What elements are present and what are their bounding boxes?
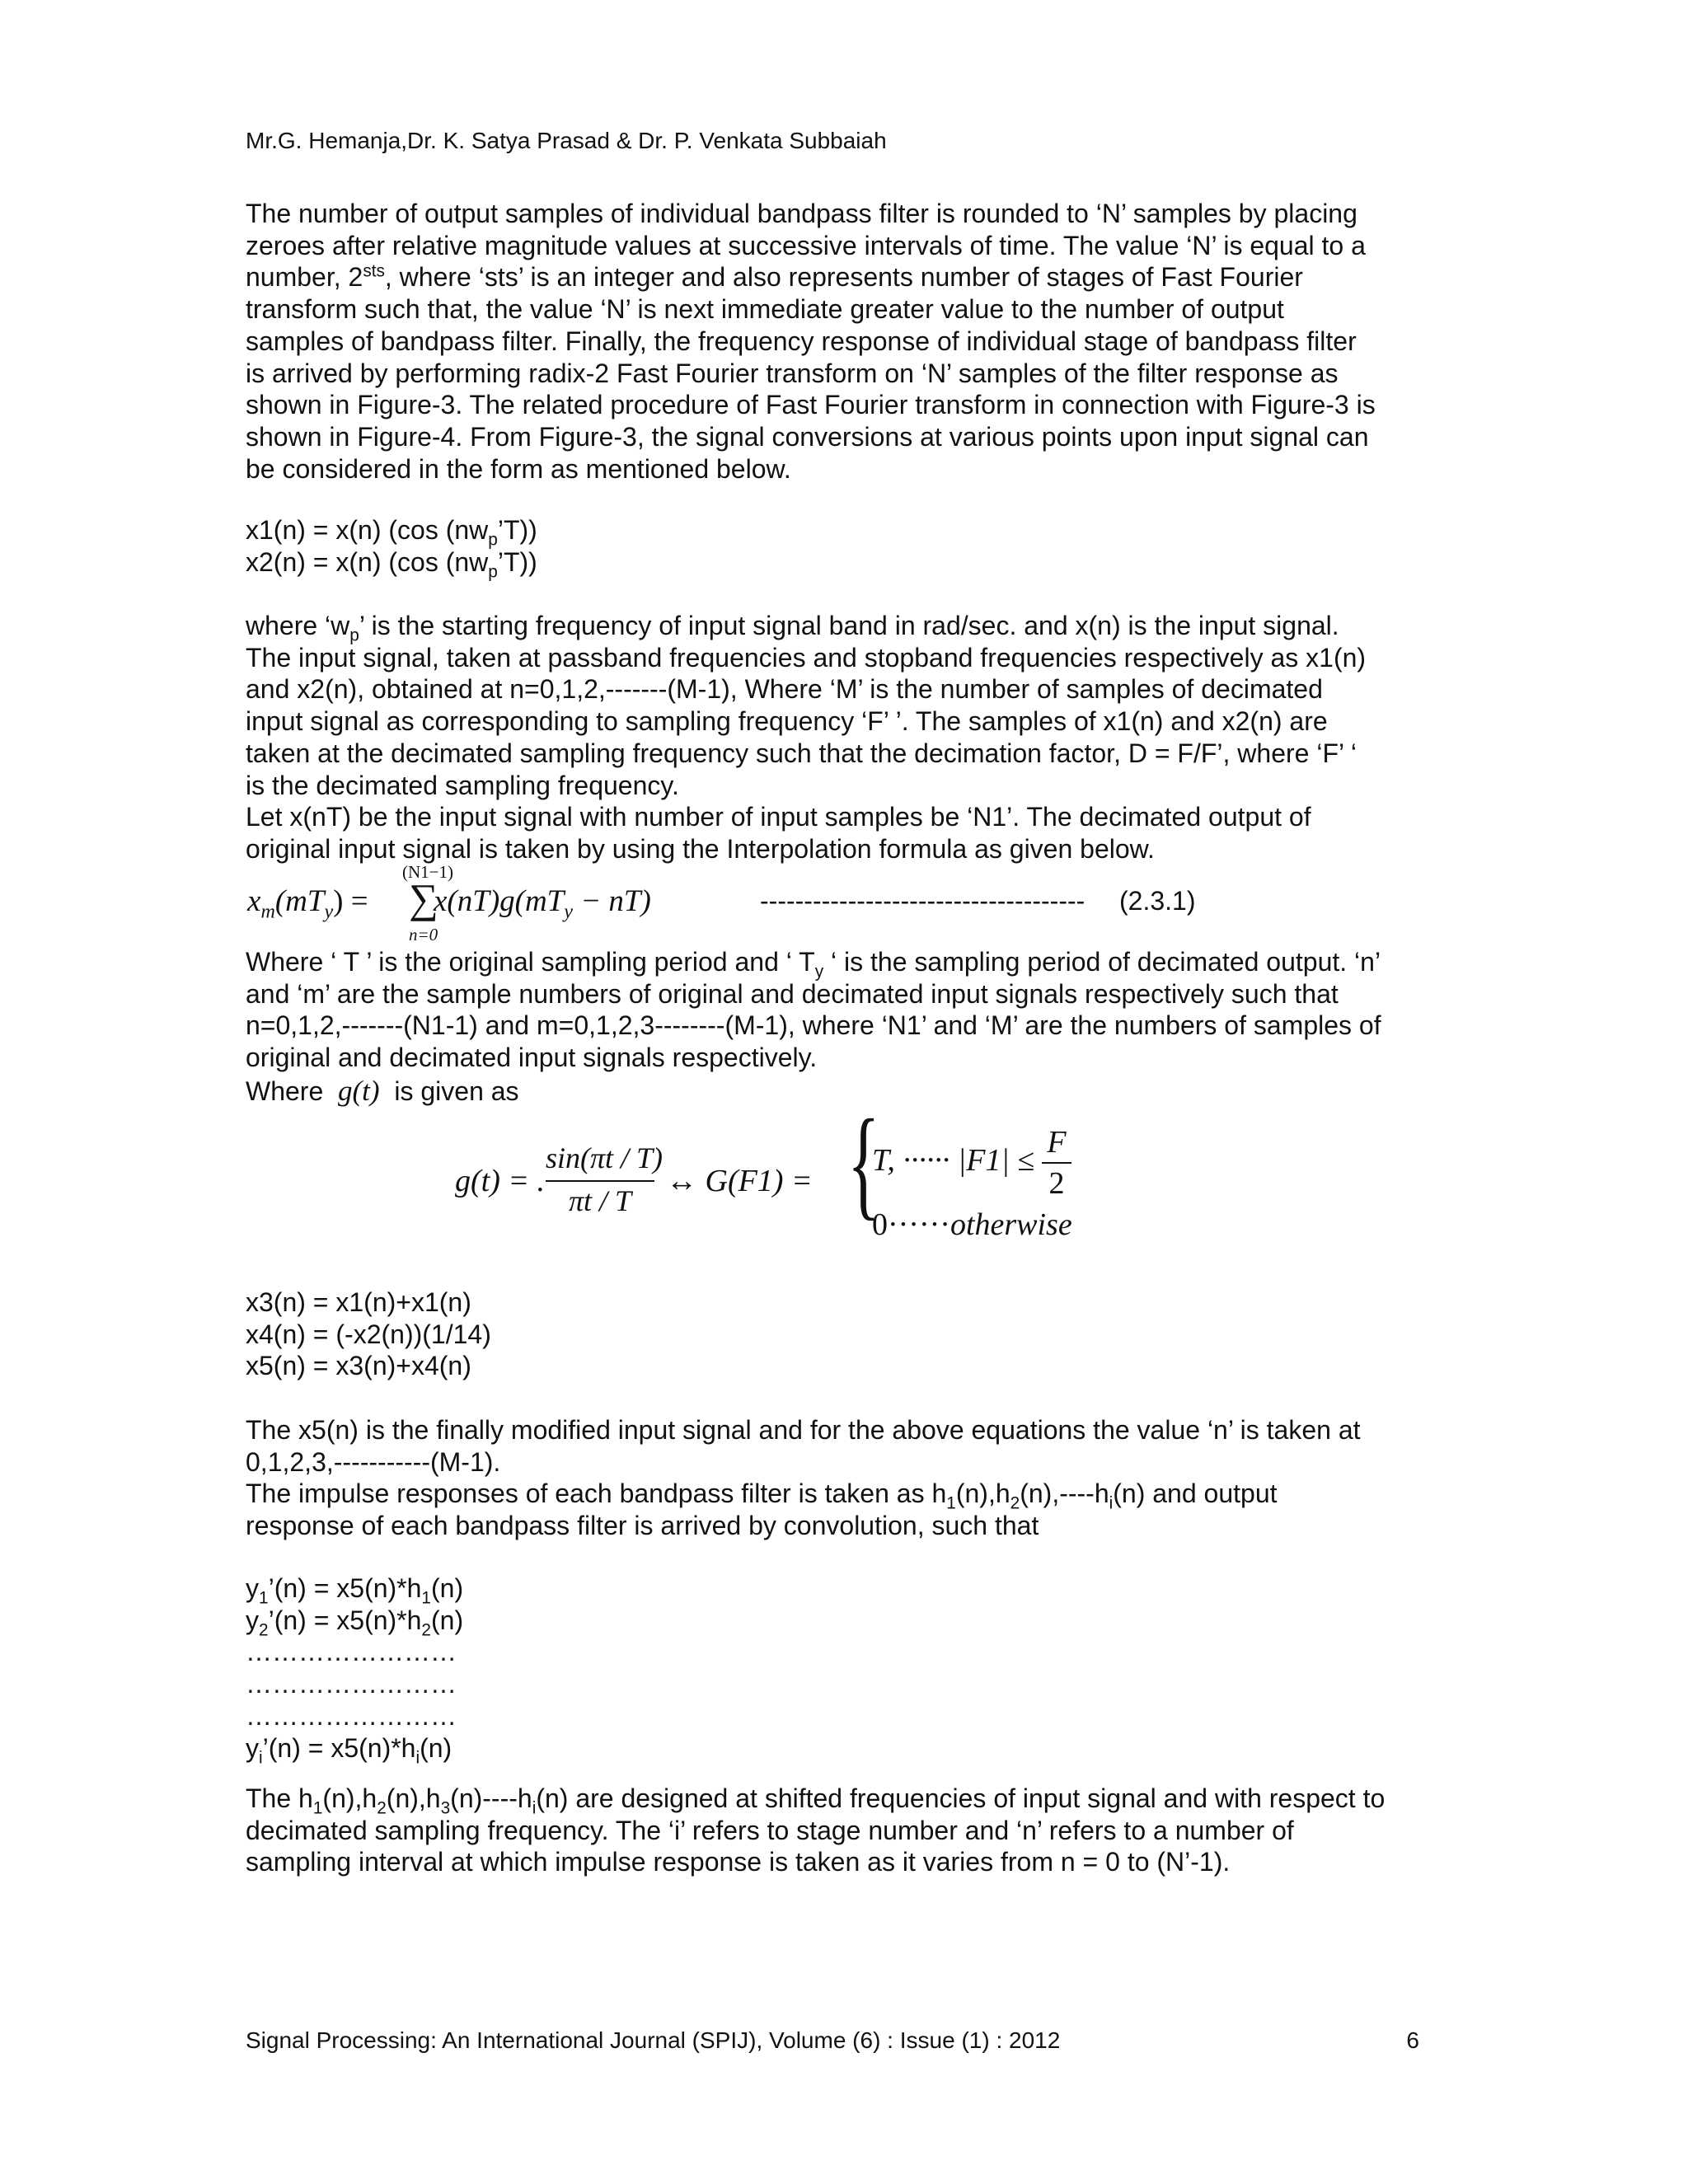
paragraph-impulse-design: The $h_1(n),h_2(n),h_3(n)----h_i(n)$ are designed at shifted frequencies of input signal and with respect to decimated sampling frequency. The ‘i’ refers to stage number and ‘n’ refers to a number of sampling interval at which impulse response is taken as it varies from n = 0 to (N’-1). <box>246 1783 1386 1877</box>
paragraph-input-signal: where ‘$w_p$’ is the starting frequency of input signal band in rad/sec. and x(n) is the input signal. The input signal, taken at passband frequencies and stopband frequencies respectively as x1(n) and x2(n), obtained at n=0,1,2,-------(M-1), Where ‘M’ is the number of samples of decimated input signal as corresponding to sampling frequency ‘F’ ’. The samples of x1(n) and x2(n) are taken at the decimated sampling frequency such that the decimation factor, D = F/F’, where ‘F’ ‘ is the decimated sampling frequency. Let x(nT) be the input signal with number of input samples be ‘N1’. The decimated output of original input signal is taken by using the Interpolation formula as given below. <box>246 611 1367 864</box>
page-number: 6 <box>1406 2027 1419 2053</box>
equation-y1: $y_1’(n) = x5(n)*h_1(n)$ <box>246 1573 464 1608</box>
paragraph-modified-signal: The x5(n) is the finally modified input signal and for the above equations the value ‘n’ is taken at 0,1,2,3,-----------(M-1). The impulse responses of each bandpass filter is taken as $h_1(n),h_2(n),----h_i(n)$ and output response of each bandpass filter is arrived by convolution, such that <box>246 1415 1361 1541</box>
case-brace: { <box>847 1094 880 1231</box>
paragraph-sampling-period: Where ‘ T ’ is the original sampling period and ‘ $T_y$ ‘ is the sampling period of decimated output. ‘n’ and ‘m’ are the sample numbers of original and decimated input signals respectively such that n=0,1,2,-------(N1-1) and m=0,1,2,3--------(M-1), where ‘N1’ and ‘M’ are the numbers of samples of original and decimated input signals respectively. <box>246 947 1381 1073</box>
equation-x1: x1(n) = x(n) (cos $(nw_p’T)$) <box>246 515 537 550</box>
paragraph-fft-samples: The number of output samples of individual bandpass filter is rounded to ‘N’ samples by placing zeroes after relative magnitude values at successive intervals of time. The value ‘N’ is equal to a number, $2^{sts}$, where ‘sts’ is an integer and also represents number of stages of Fast Fourier transform such that, the value ‘N’ is next immediate greater value to the number of output samples of bandpass filter. Finally, the frequency response of individual stage of bandpass filter is arrived by performing radix-2 Fast Fourier transform on ‘N’ samples of the filter response as shown in Figure-3. The related procedure of Fast Fourier transform in connection with Figure-3 is shown in Figure-4. From Figure-3, the signal conversions at various points upon input signal can be considered in the form as mentioned below. <box>246 199 1376 484</box>
journal-footer: Signal Processing: An International Journal (SPIJ), Volume (6) : Issue (1) : 2012 <box>246 2027 1061 2053</box>
g-fourier-pair: ↔ G(F1) = <box>666 1164 813 1198</box>
sinc-denominator: πt / T <box>568 1184 632 1217</box>
g-lhs: g(t) = . <box>455 1164 546 1198</box>
eq-dash-leader: ------------------------------------- <box>760 886 1085 916</box>
sum-lower-limit: n=0 <box>409 925 438 944</box>
equations-outputs: $y_1’(n) = x5(n)*h_1(n)$ $y_2’(n) = x5(n)*h_2(n)$ …………………… …………………… …………………… $y_i’(n) = x5(n)*h_i(n)$ <box>246 1572 1419 1764</box>
case-one: T, ······ |F1| ≤ <box>872 1143 1035 1178</box>
sum-upper-limit: (N1−1) <box>402 862 453 882</box>
case-two: 0······otherwise <box>872 1207 1072 1242</box>
case-frac-num: F <box>1047 1125 1067 1160</box>
equation-y2: $y_2’(n) = x5(n)*h_2(n)$ <box>246 1605 464 1640</box>
sinc-numerator: sin(πt / T) <box>546 1141 663 1174</box>
equation-yi: $y_i’(n) = x5(n)*h_i(n)$ <box>246 1732 452 1767</box>
where-g-line: Where g(t) is given as <box>246 1075 519 1107</box>
equations-x3-x5: x3(n) = x1(n)+x1(n) x4(n) = (-x2(n))(1/14) x5(n) = x3(n)+x4(n) <box>246 1287 491 1381</box>
case-frac-bar <box>1042 1162 1071 1164</box>
equation-x2: x2(n) = x(n) (cos $(nw_p’T)$) <box>246 546 537 582</box>
running-header: Mr.G. Hemanja,Dr. K. Satya Prasad & Dr. P. Venkata Subbaiah <box>246 128 887 153</box>
equation-number: (2.3.1) <box>1119 886 1196 916</box>
eq-rhs: $x(nT)g(mT_y - nT)$ <box>434 884 651 923</box>
equations-x1-x2 <box>246 514 1419 582</box>
case-frac-den: 2 <box>1048 1166 1065 1201</box>
eq-lhs: $x_m(mT_y)$ = <box>247 884 368 923</box>
fraction-bar <box>546 1180 654 1182</box>
sigma-symbol: ∑ <box>409 875 438 921</box>
